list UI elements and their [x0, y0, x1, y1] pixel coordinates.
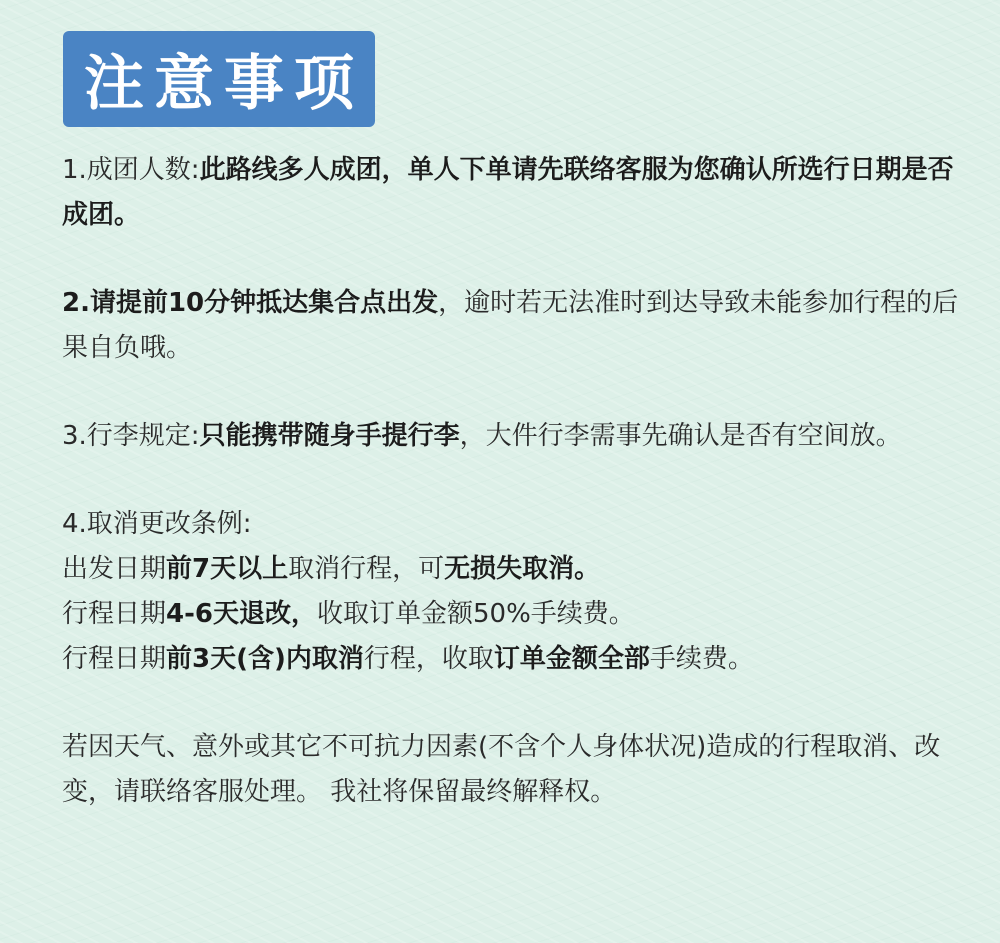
title-badge: [63, 31, 375, 127]
notice-item-disclaimer: [62, 725, 962, 815]
notice-item-cancellation: [62, 502, 962, 682]
notice-item-departure: [62, 281, 962, 371]
item-emphasis: 2.请提前10分钟抵达集合点出发: [62, 288, 439, 318]
cancellation-line-1: 出发日期前7天以上取消行程，可无损失取消。: [62, 554, 601, 584]
page-title: 注意事项: [84, 49, 364, 119]
item-text: ，大件行李需事先确认是否有空间放。: [459, 421, 902, 451]
disclaimer-text: 若因天气、意外或其它不可抗力因素(不含个人身体状况)造成的行程取消、改变，请联络客服处理。 我社将保留最终解释权。: [62, 732, 941, 807]
notice-item-group-size: [62, 148, 962, 238]
item-heading: 4.取消更改条例:: [62, 509, 252, 539]
item-text: ，逾时若无法准时到达导致未能参加行程的后果自负哦。: [62, 288, 959, 363]
notice-item-luggage: [62, 414, 962, 459]
cancellation-line-2: 行程日期4-6天退改，收取订单金额50%手续费。: [62, 599, 635, 629]
item-label: 1.成团人数:: [62, 155, 200, 185]
cancellation-line-3: 行程日期前3天(含)内取消行程，收取订单金额全部手续费。: [62, 644, 754, 674]
item-emphasis: 只能携带随身手提行李: [199, 421, 460, 451]
item-emphasis: 此路线多人成团，单人下单请先联络客服为您确认所选行日期是否成团。: [62, 155, 954, 230]
item-label: 3.行李规定:: [62, 421, 200, 451]
notice-content: [62, 148, 962, 858]
